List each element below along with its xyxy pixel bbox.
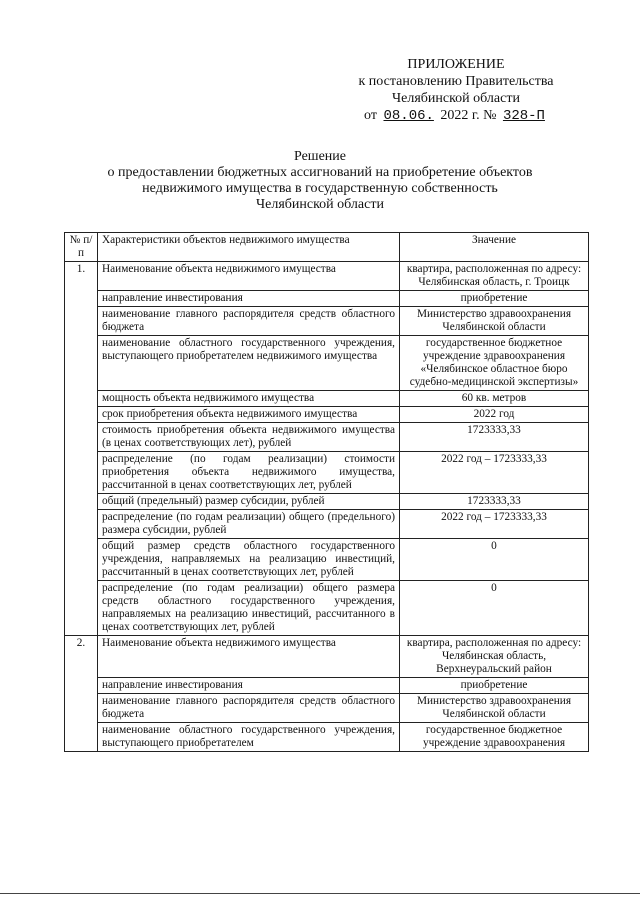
table-row: [65, 307, 589, 336]
appendix-line-resolution: к постановлению Правительства: [358, 74, 554, 89]
table-row: [65, 723, 589, 752]
appendix-date-line: [326, 107, 586, 125]
table-row: [65, 510, 589, 539]
appendix-title: ПРИЛОЖЕНИЕ: [407, 57, 505, 72]
table-row: [65, 636, 589, 678]
table-row: [65, 262, 589, 291]
table-row: [65, 423, 589, 452]
row-label: стоимость приобретения объекта недвижимого имущества (в ценах соответствующих лет), рублей: [98, 423, 400, 452]
table-row: [65, 694, 589, 723]
row-value: квартира, расположенная по адресу: Челябинская область, г. Троицк: [400, 262, 589, 291]
row-value: приобретение: [400, 291, 589, 307]
row-value: государственное бюджетное учреждение здравоохранения: [400, 723, 589, 752]
table-row: [65, 678, 589, 694]
handwritten-date: 08.06.: [383, 108, 434, 124]
row-label: наименование областного государственного учреждения, выступающего приобретателем: [98, 723, 400, 752]
object-number: 1.: [65, 262, 98, 636]
row-value: Министерство здравоохранения Челябинской области: [400, 694, 589, 723]
row-label: наименование главного распорядителя средств областного бюджета: [98, 694, 400, 723]
row-value: 2022 год – 1723333,33: [400, 510, 589, 539]
row-value: 1723333,33: [400, 423, 589, 452]
page-bottom-rule: [0, 893, 640, 894]
table-row: [65, 494, 589, 510]
row-label: наименование областного государственного учреждения, выступающего приобретателем недвижимого имущества: [98, 336, 400, 391]
row-label: мощность объекта недвижимого имущества: [98, 391, 400, 407]
header-characteristic: Характеристики объектов недвижимого имущества: [98, 233, 400, 262]
appendix-line-region: Челябинской области: [392, 91, 520, 106]
object-number: 2.: [65, 636, 98, 752]
property-table: [64, 232, 589, 752]
row-label: направление инвестирования: [98, 291, 400, 307]
row-label: распределение (по годам реализации) общего (предельного) размера субсидии, рублей: [98, 510, 400, 539]
row-label: распределение (по годам реализации) общего размера средств областного государственного учреждения, направляемых на реализацию инвестиций, рассчитанного в ценах соответствующих лет, рублей: [98, 581, 400, 636]
header-num: № п/п: [65, 233, 98, 262]
row-label: направление инвестирования: [98, 678, 400, 694]
appendix-block: [326, 56, 586, 125]
row-label: Наименование объекта недвижимого имущества: [98, 262, 400, 291]
date-prefix: от: [364, 108, 377, 123]
table-header-row: [65, 233, 589, 262]
row-value: 1723333,33: [400, 494, 589, 510]
table-row: [65, 539, 589, 581]
row-value: 0: [400, 581, 589, 636]
row-value: квартира, расположенная по адресу: Челябинская область, Верхнеуральский район: [400, 636, 589, 678]
row-label: срок приобретения объекта недвижимого имущества: [98, 407, 400, 423]
table-row: [65, 336, 589, 391]
row-value: Министерство здравоохранения Челябинской области: [400, 307, 589, 336]
header-value: Значение: [400, 233, 589, 262]
row-value: 60 кв. метров: [400, 391, 589, 407]
row-value: государственное бюджетное учреждение здравоохранения «Челябинское областное бюро судебно-медицинской экспертизы»: [400, 336, 589, 391]
table-row: [65, 581, 589, 636]
row-value: 2022 год – 1723333,33: [400, 452, 589, 494]
table-row: [65, 391, 589, 407]
table-row: [65, 452, 589, 494]
handwritten-number: 328-П: [502, 108, 545, 124]
decision-subtitle-line-2: недвижимого имущества в государственную собственность: [142, 181, 498, 196]
row-value: 2022 год: [400, 407, 589, 423]
decision-subtitle-line-1: о предоставлении бюджетных ассигнований на приобретение объектов: [107, 165, 533, 180]
date-year: 2022 г. №: [440, 108, 497, 123]
row-label: Наименование объекта недвижимого имущества: [98, 636, 400, 678]
row-label: наименование главного распорядителя средств областного бюджета: [98, 307, 400, 336]
decision-title: Решение: [293, 149, 346, 164]
table-row: [65, 407, 589, 423]
decision-subtitle-line-3: Челябинской области: [256, 197, 384, 212]
decision-heading: [60, 149, 580, 213]
table-row: [65, 291, 589, 307]
row-label: общий (предельный) размер субсидии, рублей: [98, 494, 400, 510]
row-label: распределение (по годам реализации) стоимости приобретения объекта недвижимого имущества, рассчитанной в ценах соответствующих лет, рублей: [98, 452, 400, 494]
row-value: 0: [400, 539, 589, 581]
row-label: общий размер средств областного государственного учреждения, направляемых на реализацию инвестиций, рассчитанный в ценах соответствующих лет, рублей: [98, 539, 400, 581]
row-value: приобретение: [400, 678, 589, 694]
